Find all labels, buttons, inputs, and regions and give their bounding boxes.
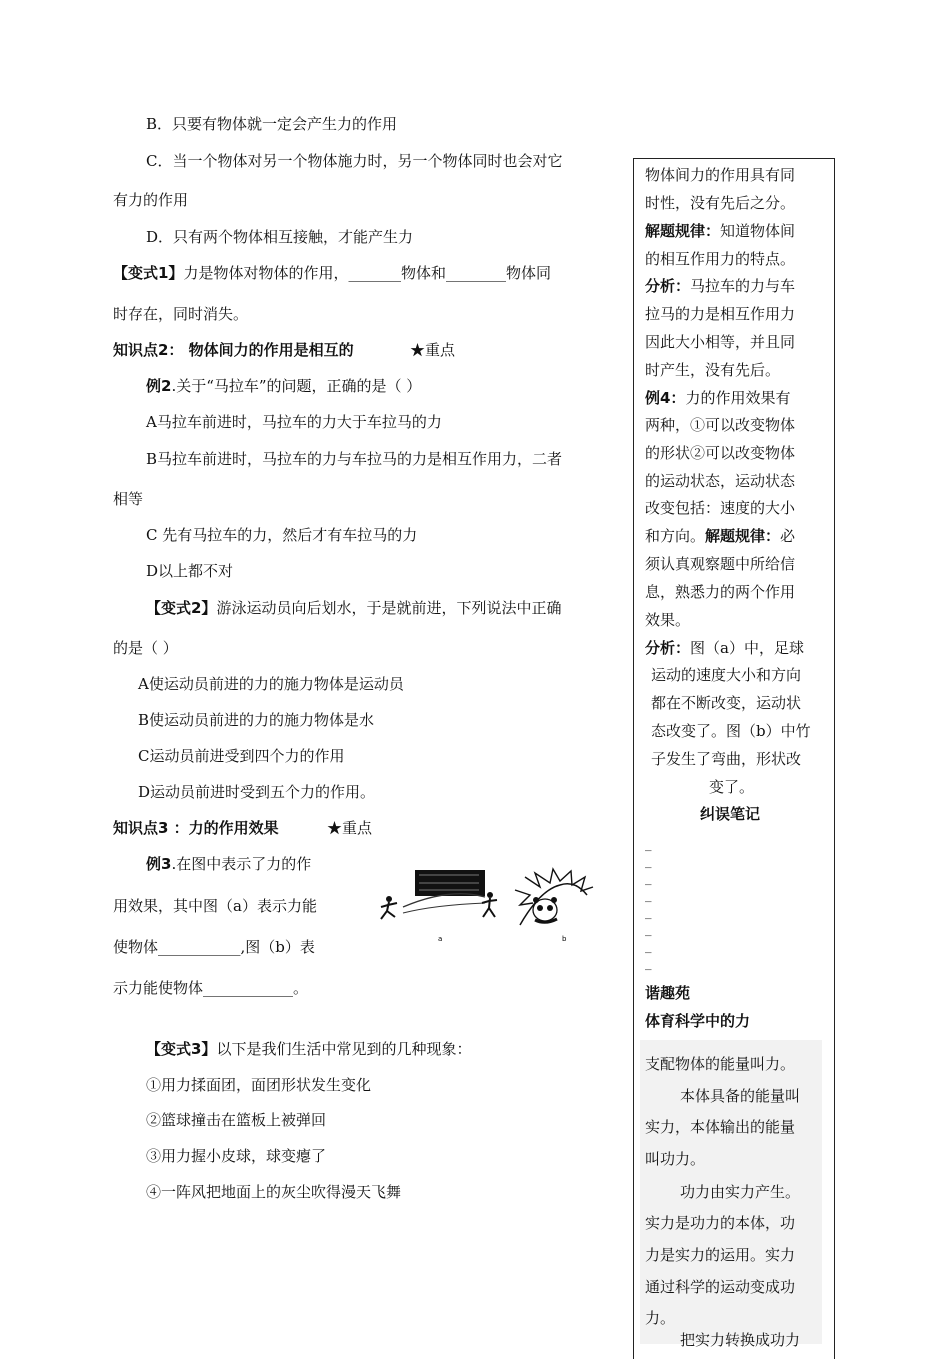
note-line: _ [645, 922, 652, 937]
kp3-star: ★重点 [327, 819, 373, 837]
analysis-1 [645, 276, 795, 296]
variant2-label: 【变式2】 [146, 599, 217, 617]
rule-1 [645, 221, 795, 241]
fun-subtitle: 体育科学中的力 [645, 1012, 751, 1030]
note-line: _ [645, 956, 652, 971]
fun-p3-l1: 功力由实力产生。 [680, 1183, 801, 1201]
v3-item-1: ①用力揉面团，面团形状发生变化 [146, 1076, 372, 1094]
fun-p3-l5: 力。 [645, 1309, 676, 1327]
note-line: _ [645, 871, 652, 886]
example-4-text: 力的作用效果有 [685, 389, 791, 407]
rule-2-l2: 须认真观察题中所给信 [645, 555, 796, 573]
variant3-label: 【变式3】 [146, 1040, 217, 1058]
side-line-2: 时性，没有先后之分。 [645, 194, 796, 212]
fun-p2-l1: 本体具备的能量叫 [680, 1087, 801, 1105]
example-4-l2: 两种，①可以改变物体 [645, 416, 796, 434]
variant3-text: 以下是我们生活中常见到的几种现象： [216, 1040, 472, 1058]
analysis-2-l3: 都在不断改变，运动状 [651, 694, 802, 712]
v2-option-c: C运动员前进受到四个力的作用 [138, 747, 345, 765]
variant1-text: 力是物体对物体的作用，_______物体和________物体同 [183, 264, 551, 282]
analysis-2-l2: 运动的速度大小和方向 [651, 666, 802, 684]
example-4-l3: 的形状②可以改变物体 [645, 444, 796, 462]
ex2-option-b: B马拉车前进时，马拉车的力与车拉马的力是相互作用力，二者 [146, 450, 563, 468]
v2-option-d: D运动员前进时受到五个力的作用。 [138, 783, 376, 801]
notes-title: 纠误笔记 [700, 805, 761, 823]
example-4-l6 [645, 526, 795, 546]
v2-option-a: A使运动员前进的力的施力物体是运动员 [138, 675, 404, 693]
option-c: C．当一个物体对另一个物体施力时，另一个物体同时也会对它 [146, 152, 563, 170]
rule-2-l3: 息，熟悉力的两个作用 [645, 583, 796, 601]
example-4-l4: 的运动状态，运动状态 [645, 472, 796, 490]
example-2 [146, 376, 421, 396]
example-3-line3: 使物体___________,图（b）表 [113, 938, 315, 956]
variant3 [146, 1039, 471, 1059]
analysis-2-l4: 态改变了。图（b）中竹 [651, 722, 811, 740]
example-4-l5: 改变包括：速度的大小 [645, 499, 796, 517]
example-3-line4: 示力能使物体____________。 [113, 979, 309, 997]
example-2-label: 例2 [146, 377, 172, 395]
analysis-2-text: 图（a）中，足球 [690, 639, 804, 657]
rule-2-l4: 效果。 [645, 611, 691, 629]
v3-item-3: ③用力握小皮球，球变瘪了 [146, 1147, 327, 1165]
side-line-1: 物体间力的作用具有同 [645, 166, 796, 184]
option-c-cont: 有力的作用 [113, 191, 189, 209]
note-line: _ [645, 888, 652, 903]
analysis-2 [645, 638, 804, 658]
knowledge-point-2: 知识点2： 物体间力的作用是相互的 [113, 341, 354, 359]
analysis-2-l6: 变了。 [709, 778, 755, 796]
variant2 [146, 598, 561, 618]
analysis-1-text: 马拉车的力与车 [690, 277, 796, 295]
fun-p4-l1: 把实力转换成功力 [680, 1331, 801, 1349]
rule-2-label: 解题规律： [705, 527, 781, 545]
note-line: _ [645, 837, 652, 852]
note-line: _ [645, 854, 652, 869]
fun-p3-l2: 实力是功力的本体，功 [645, 1214, 796, 1232]
note-line: _ [645, 939, 652, 954]
ex2-option-b-cont: 相等 [113, 490, 144, 508]
fun-p2-l3: 叫功力。 [645, 1150, 706, 1168]
example-3 [146, 854, 311, 874]
analysis-2-l5: 子发生了弯曲，形状改 [651, 750, 802, 768]
force-effect-figure [375, 865, 600, 945]
knowledge-point-3: 知识点3 ：力的作用效果 [113, 819, 279, 837]
figure-label-a: a [438, 935, 443, 943]
v3-item-2: ②篮球撞击在篮板上被弹回 [146, 1111, 327, 1129]
ex2-option-d: D以上都不对 [146, 562, 234, 580]
example-4-label: 例4： [645, 389, 686, 407]
example-4-end: 和方向。 [645, 527, 706, 545]
kp2-star: ★重点 [410, 341, 456, 359]
variant1-label: 【变式1】 [113, 264, 184, 282]
example-4 [645, 388, 790, 408]
figure-label-b: b [562, 935, 567, 943]
figure-b-panda-bamboo [515, 869, 593, 943]
fun-p3-l4: 通过科学的运动变成功 [645, 1278, 796, 1296]
fun-p3-l3: 力是实力的运用。实力 [645, 1246, 796, 1264]
option-d: D．只有两个物体相互接触，才能产生力 [146, 228, 414, 246]
v2-option-b: B使运动员前进的力的施力物体是水 [138, 711, 375, 729]
rule-1-label: 解题规律： [645, 222, 721, 240]
ex2-option-c: C 先有马拉车的力，然后才有车拉马的力 [146, 526, 418, 544]
variant1-cont: 时存在，同时消失。 [113, 305, 249, 323]
analysis-2-label: 分析： [645, 639, 691, 657]
analysis-1-l3: 因此大小相等，并且同 [645, 333, 796, 351]
fun-p1: 支配物体的能量叫力。 [645, 1055, 796, 1073]
variant2-cont: 的是（ ） [113, 639, 178, 657]
option-b: B．只要有物体就一定会产生力的作用 [146, 115, 398, 133]
fun-title: 谐趣苑 [645, 984, 691, 1002]
figure-a-football [381, 870, 497, 943]
analysis-1-l2: 拉马的力是相互作用力 [645, 305, 796, 323]
ex2-option-a: A马拉车前进时，马拉车的力大于车拉马的力 [146, 413, 442, 431]
variant2-text: 游泳运动员向后划水，于是就前进，下列说法中正确 [216, 599, 562, 617]
variant1 [113, 263, 551, 283]
v3-item-4: ④一阵风把地面上的灰尘吹得漫天飞舞 [146, 1183, 402, 1201]
rule-2-text: 必 [780, 527, 796, 545]
example-3-text: .在图中表示了力的作 [171, 855, 312, 873]
example-3-line2: 用效果，其中图（a）表示力能 [113, 897, 317, 915]
analysis-1-l4: 时产生，没有先后。 [645, 361, 781, 379]
fun-p2-l2: 实力，本体输出的能量 [645, 1118, 796, 1136]
example-2-text: .关于“马拉车”的问题，正确的是（ ） [171, 377, 422, 395]
note-line: _ [645, 905, 652, 920]
analysis-1-label: 分析： [645, 277, 691, 295]
example-3-label: 例3 [146, 855, 172, 873]
rule-1-cont: 的相互作用力的特点。 [645, 250, 796, 268]
rule-1-text: 知道物体间 [720, 222, 796, 240]
